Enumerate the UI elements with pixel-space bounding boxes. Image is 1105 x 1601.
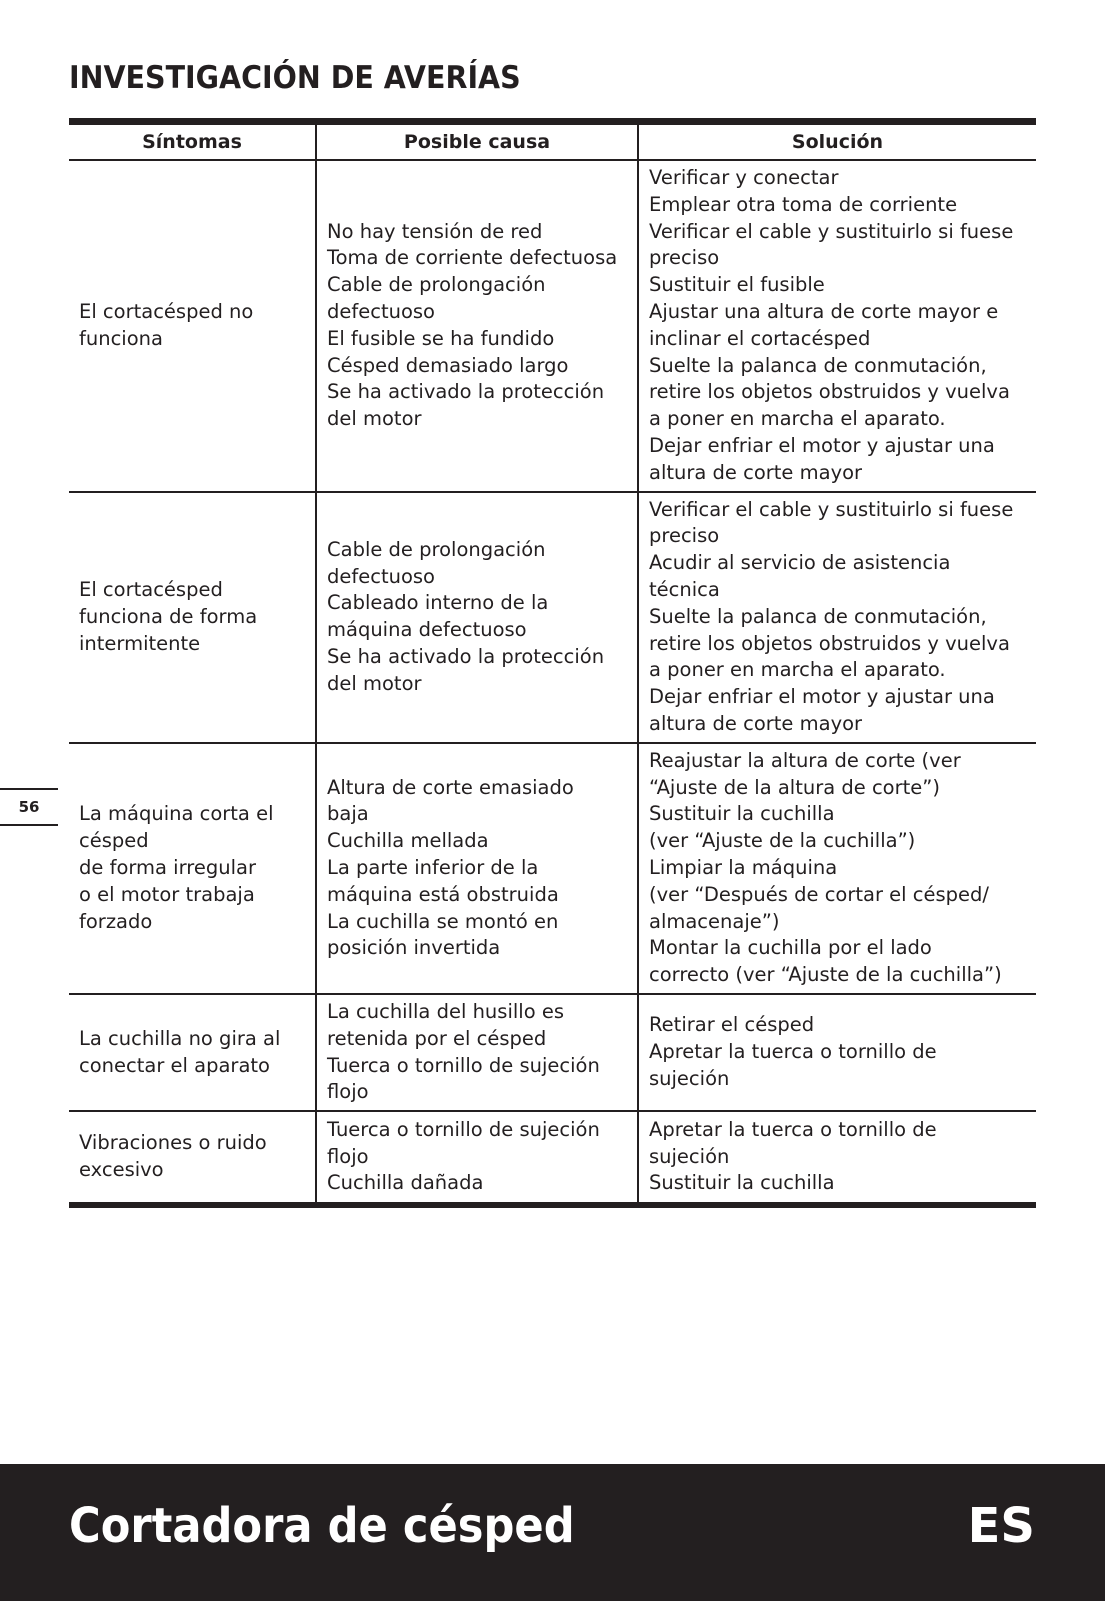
solution-cell <box>638 994 1036 1111</box>
cell-line: Acudir al servicio de asistencia <box>649 551 951 575</box>
cell-line: (ver “Después de cortar el césped/ <box>649 882 989 906</box>
cell-line: baja <box>327 802 369 826</box>
solution-cell <box>638 1111 1036 1205</box>
table-row <box>69 1111 1036 1205</box>
cell-line: La cuchilla no gira al <box>79 1026 281 1050</box>
cell-line: Cableado interno de la <box>327 591 549 615</box>
cell-line: césped <box>79 829 149 853</box>
cell-line: Altura de corte emasiado <box>327 775 574 799</box>
cell-line: flojo <box>327 1144 369 1168</box>
cell-line: de forma irregular <box>79 855 256 879</box>
cell-line: Reajustar la altura de corte (ver <box>649 748 961 772</box>
cell-line: Ajustar una altura de corte mayor e <box>649 299 999 323</box>
cell-line: La cuchilla se montó en <box>327 909 559 933</box>
cell-line: “Ajuste de la altura de corte”) <box>649 775 940 799</box>
cell-line: Se ha activado la protección <box>327 644 605 668</box>
cell-line: Se ha activado la protección <box>327 380 605 404</box>
cell-line: Dejar enfriar el motor y ajustar una <box>649 685 995 709</box>
cell-line: Cuchilla dañada <box>327 1171 484 1195</box>
cell-line: a poner en marcha el aparato. <box>649 658 946 682</box>
cell-line: retire los objetos obstruidos y vuelva <box>649 631 1010 655</box>
troubleshooting-table-wrap <box>69 125 1036 1208</box>
cause-cell <box>316 492 638 743</box>
cell-line: del motor <box>327 407 422 431</box>
cell-line: forzado <box>79 909 153 933</box>
cell-line: Tuerca o tornillo de sujeción <box>327 1117 600 1141</box>
symptom-cell <box>69 160 316 492</box>
page-title: INVESTIGACIÓN DE AVERÍAS <box>69 60 521 96</box>
cell-line: Sustituir el fusible <box>649 273 825 297</box>
cell-line: La parte inferior de la <box>327 855 539 879</box>
cell-line: Verificar el cable y sustituirlo si fuese <box>649 219 1014 243</box>
cell-line: Sustituir la cuchilla <box>649 802 835 826</box>
table-row <box>69 743 1036 994</box>
cell-line: excesivo <box>79 1158 164 1182</box>
cell-line: o el motor trabaja <box>79 882 255 906</box>
solution-cell <box>638 743 1036 994</box>
cell-line: del motor <box>327 671 422 695</box>
cell-line: altura de corte mayor <box>649 460 863 484</box>
table-row <box>69 492 1036 743</box>
cell-line: sujeción <box>649 1066 730 1090</box>
table-body <box>69 160 1036 1205</box>
cell-line: Cable de prolongación <box>327 537 546 561</box>
cell-line: Retirar el césped <box>649 1013 815 1037</box>
cell-line: Toma de corriente defectuosa <box>327 246 618 270</box>
cell-line: posición invertida <box>327 936 501 960</box>
cause-cell <box>316 743 638 994</box>
cell-line: Vibraciones o ruido <box>79 1131 267 1155</box>
cell-line: altura de corte mayor <box>649 711 863 735</box>
solution-cell <box>638 160 1036 492</box>
header-solution: Solución <box>638 125 1036 160</box>
cell-line: funciona <box>79 326 163 350</box>
cell-line: correcto (ver “Ajuste de la cuchilla”) <box>649 963 1002 987</box>
cause-cell <box>316 1111 638 1205</box>
cell-line: Emplear otra toma de corriente <box>649 192 958 216</box>
cell-line: máquina defectuoso <box>327 618 527 642</box>
cell-line: Verificar el cable y sustituirlo si fuese <box>649 497 1014 521</box>
cell-line: retire los objetos obstruidos y vuelva <box>649 380 1010 404</box>
cell-line: El cortacésped no <box>79 299 254 323</box>
cause-cell <box>316 160 638 492</box>
cell-line: El cortacésped <box>79 577 223 601</box>
cell-line: intermitente <box>79 631 201 655</box>
cell-line: funciona de forma <box>79 604 258 628</box>
table-header-row <box>69 125 1036 160</box>
cell-line: Apretar la tuerca o tornillo de <box>649 1040 937 1064</box>
cause-cell <box>316 994 638 1111</box>
cell-line: Dejar enfriar el motor y ajustar una <box>649 433 995 457</box>
cell-line: Verificar y conectar <box>649 166 839 189</box>
footer-language-code: ES <box>967 1498 1035 1554</box>
cell-line: inclinar el cortacésped <box>649 326 871 350</box>
cell-line: El fusible se ha fundido <box>327 326 555 350</box>
cell-line: Suelte la palanca de conmutación, <box>649 604 987 628</box>
symptom-cell <box>69 492 316 743</box>
cell-line: Tuerca o tornillo de sujeción <box>327 1053 600 1077</box>
symptom-cell <box>69 994 316 1111</box>
cell-line: Sustituir la cuchilla <box>649 1171 835 1195</box>
cell-line: La máquina corta el <box>79 802 274 826</box>
symptom-cell <box>69 1111 316 1205</box>
cell-line: Suelte la palanca de conmutación, <box>649 353 987 377</box>
cell-line: Cuchilla mellada <box>327 829 489 853</box>
cell-line: Apretar la tuerca o tornillo de <box>649 1117 937 1141</box>
cell-line: defectuoso <box>327 564 435 588</box>
cell-line: defectuoso <box>327 299 435 323</box>
cell-line: Montar la cuchilla por el lado <box>649 936 932 960</box>
troubleshooting-table <box>69 125 1036 1208</box>
cell-line: preciso <box>649 524 720 548</box>
symptom-cell <box>69 743 316 994</box>
header-symptoms: Síntomas <box>69 125 316 160</box>
cell-line: conectar el aparato <box>79 1053 270 1077</box>
cell-line: a poner en marcha el aparato. <box>649 407 946 431</box>
solution-cell <box>638 492 1036 743</box>
header-possible-cause: Posible causa <box>316 125 638 160</box>
cell-line: (ver “Ajuste de la cuchilla”) <box>649 829 916 853</box>
table-row <box>69 994 1036 1111</box>
cell-line: Limpiar la máquina <box>649 855 838 879</box>
top-rule <box>69 118 1036 125</box>
table-row <box>69 160 1036 492</box>
cell-line: máquina está obstruida <box>327 882 559 906</box>
cell-line: Cable de prolongación <box>327 273 546 297</box>
cell-line: retenida por el césped <box>327 1026 547 1050</box>
cell-line: flojo <box>327 1080 369 1104</box>
footer-product-title: Cortadora de césped <box>69 1498 575 1554</box>
cell-line: Césped demasiado largo <box>327 353 569 377</box>
cell-line: No hay tensión de red <box>327 219 543 243</box>
page-number: 56 <box>0 788 58 826</box>
cell-line: sujeción <box>649 1144 730 1168</box>
cell-line: preciso <box>649 246 720 270</box>
cell-line: almacenaje”) <box>649 909 780 933</box>
cell-line: técnica <box>649 577 720 601</box>
cell-line: La cuchilla del husillo es <box>327 999 564 1023</box>
footer-bar <box>0 1464 1105 1601</box>
